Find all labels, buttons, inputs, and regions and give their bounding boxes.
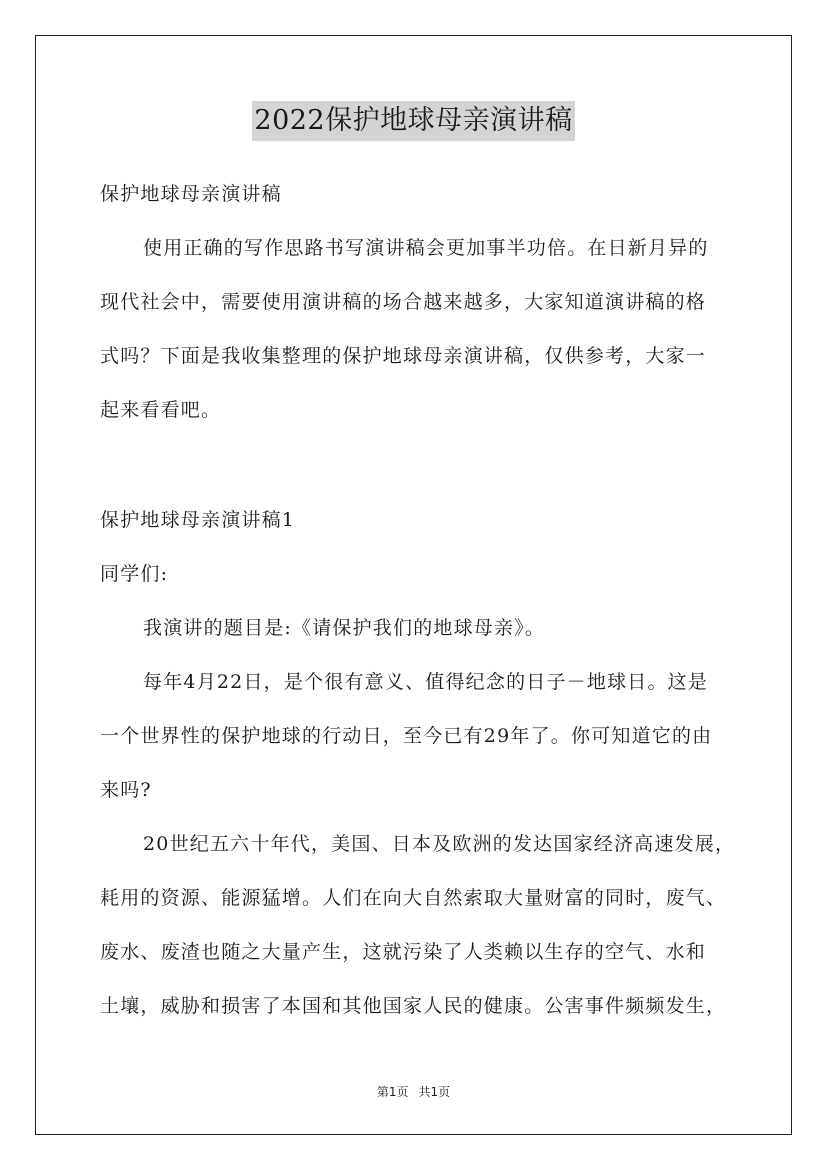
body-line: 每年4月22日，是个很有意义、值得纪念的日子－地球日。这是 (143, 671, 709, 693)
body-line: 来吗? (100, 779, 152, 801)
body-line: 一个世界性的保护地球的行动日，至今已有29年了。你可知道它的由 (100, 725, 713, 747)
salutation: 同学们: (100, 563, 169, 585)
page-total: 共1页 (418, 1085, 451, 1099)
title-container (0, 101, 827, 141)
body-line: 废水、废渣也随之大量产生，这就污染了人类赖以生存的空气、水和 (100, 941, 707, 963)
section-heading: 保护地球母亲演讲稿1 (100, 509, 296, 531)
page-footer (0, 1084, 827, 1100)
document-subtitle: 保护地球母亲演讲稿 (100, 183, 282, 205)
intro-line: 现代社会中，需要使用演讲稿的场合越来越多，大家知道演讲稿的格 (100, 291, 707, 313)
body-line: 20世纪五六十年代，美国、日本及欧洲的发达国家经济高速发展， (143, 833, 736, 855)
body-line: 土壤，威胁和损害了本国和其他国家人民的健康。公害事件频频发生， (100, 995, 727, 1017)
intro-line: 使用正确的写作思路书写演讲稿会更加事半功倍。在日新月异的 (143, 237, 709, 259)
page-number: 第1页 (376, 1085, 409, 1099)
intro-line: 式吗？下面是我收集整理的保护地球母亲演讲稿，仅供参考，大家一 (100, 345, 707, 367)
intro-line: 起来看看吧。 (100, 399, 222, 421)
body-line: 耗用的资源、能源猛增。人们在向大自然索取大量财富的同时，废气、 (100, 887, 727, 909)
document-title: 2022保护地球母亲演讲稿 (252, 101, 574, 141)
body-line: 我演讲的题目是:《请保护我们的地球母亲》。 (143, 617, 546, 639)
